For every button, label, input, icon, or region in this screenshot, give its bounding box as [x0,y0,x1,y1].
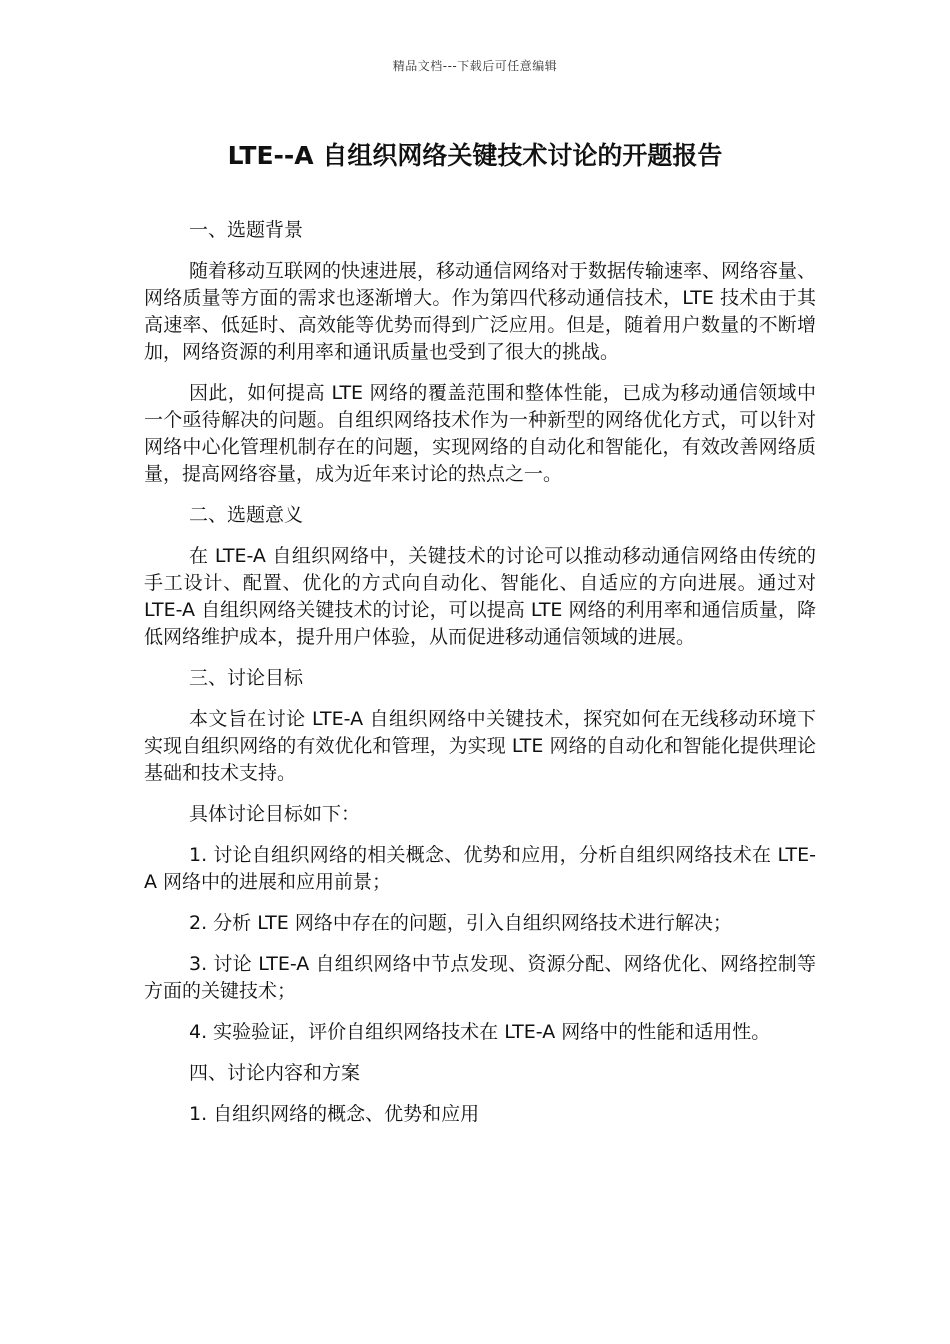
paragraph-background-1: 随着移动互联网的快速进展，移动通信网络对于数据传输速率、网络容量、网络质量等方面的需求也逐渐增大。作为第四代移动通信技术，LTE 技术由于其高速率、低延时、高效能等优势而得到广泛应用。但是，随着用户数量的不断增加，网络资源的利用率和通讯质量也受到了很大的挑战。 [144,260,817,363]
list-item-goal-4: 4. 实验验证，评价自组织网络技术在 LTE-A 网络中的性能和适用性。 [189,1021,771,1043]
list-item-goal-1: 1. 讨论自组织网络的相关概念、优势和应用，分析自组织网络技术在 LTE-A 网络中的进展和应用前景； [144,844,816,893]
list-item-goal-2: 2. 分析 LTE 网络中存在的问题，引入自组织网络技术进行解决； [189,912,732,934]
list-item-content-1: 1. 自组织网络的概念、优势和应用 [189,1103,480,1125]
section-heading-background: 一、选题背景 [189,219,304,241]
paragraph-background-2: 因此，如何提高 LTE 网络的覆盖范围和整体性能，已成为移动通信领域中一个亟待解决的问题。自组织网络技术作为一种新型的网络优化方式，可以针对网络中心化管理机制存在的问题，实现网络的自动化和智能化，有效改善网络质量，提高网络容量，成为近年来讨论的热点之一。 [144,382,816,485]
document-title: LTE--A 自组织网络关键技术讨论的开题报告 [227,141,723,170]
paragraph-goals: 本文旨在讨论 LTE-A 自组织网络中关键技术，探究如何在无线移动环境下实现自组织网络的有效优化和管理，为实现 LTE 网络的自动化和智能化提供理论基础和技术支持。 [144,708,816,784]
list-item-goal-3: 3. 讨论 LTE-A 自组织网络中节点发现、资源分配、网络优化、网络控制等方面的关键技术； [144,953,816,1002]
paragraph-goals-intro: 具体讨论目标如下： [189,803,361,825]
section-heading-content: 四、讨论内容和方案 [189,1062,361,1084]
section-heading-significance: 二、选题意义 [189,504,304,526]
document-body [144,217,816,1142]
page-header-watermark: 精品文档---下载后可任意编辑 [392,59,558,73]
paragraph-significance: 在 LTE-A 自组织网络中，关键技术的讨论可以推动移动通信网络由传统的手工设计、配置、优化的方式向自动化、智能化、自适应的方向进展。通过对 LTE-A 自组织网络关键技术的讨论，可以提高 LTE 网络的利用率和通信质量，降低网络维护成本，提升用户体验，从而促进移动通信领域的进展。 [144,545,816,648]
section-heading-goals: 三、讨论目标 [189,667,304,689]
